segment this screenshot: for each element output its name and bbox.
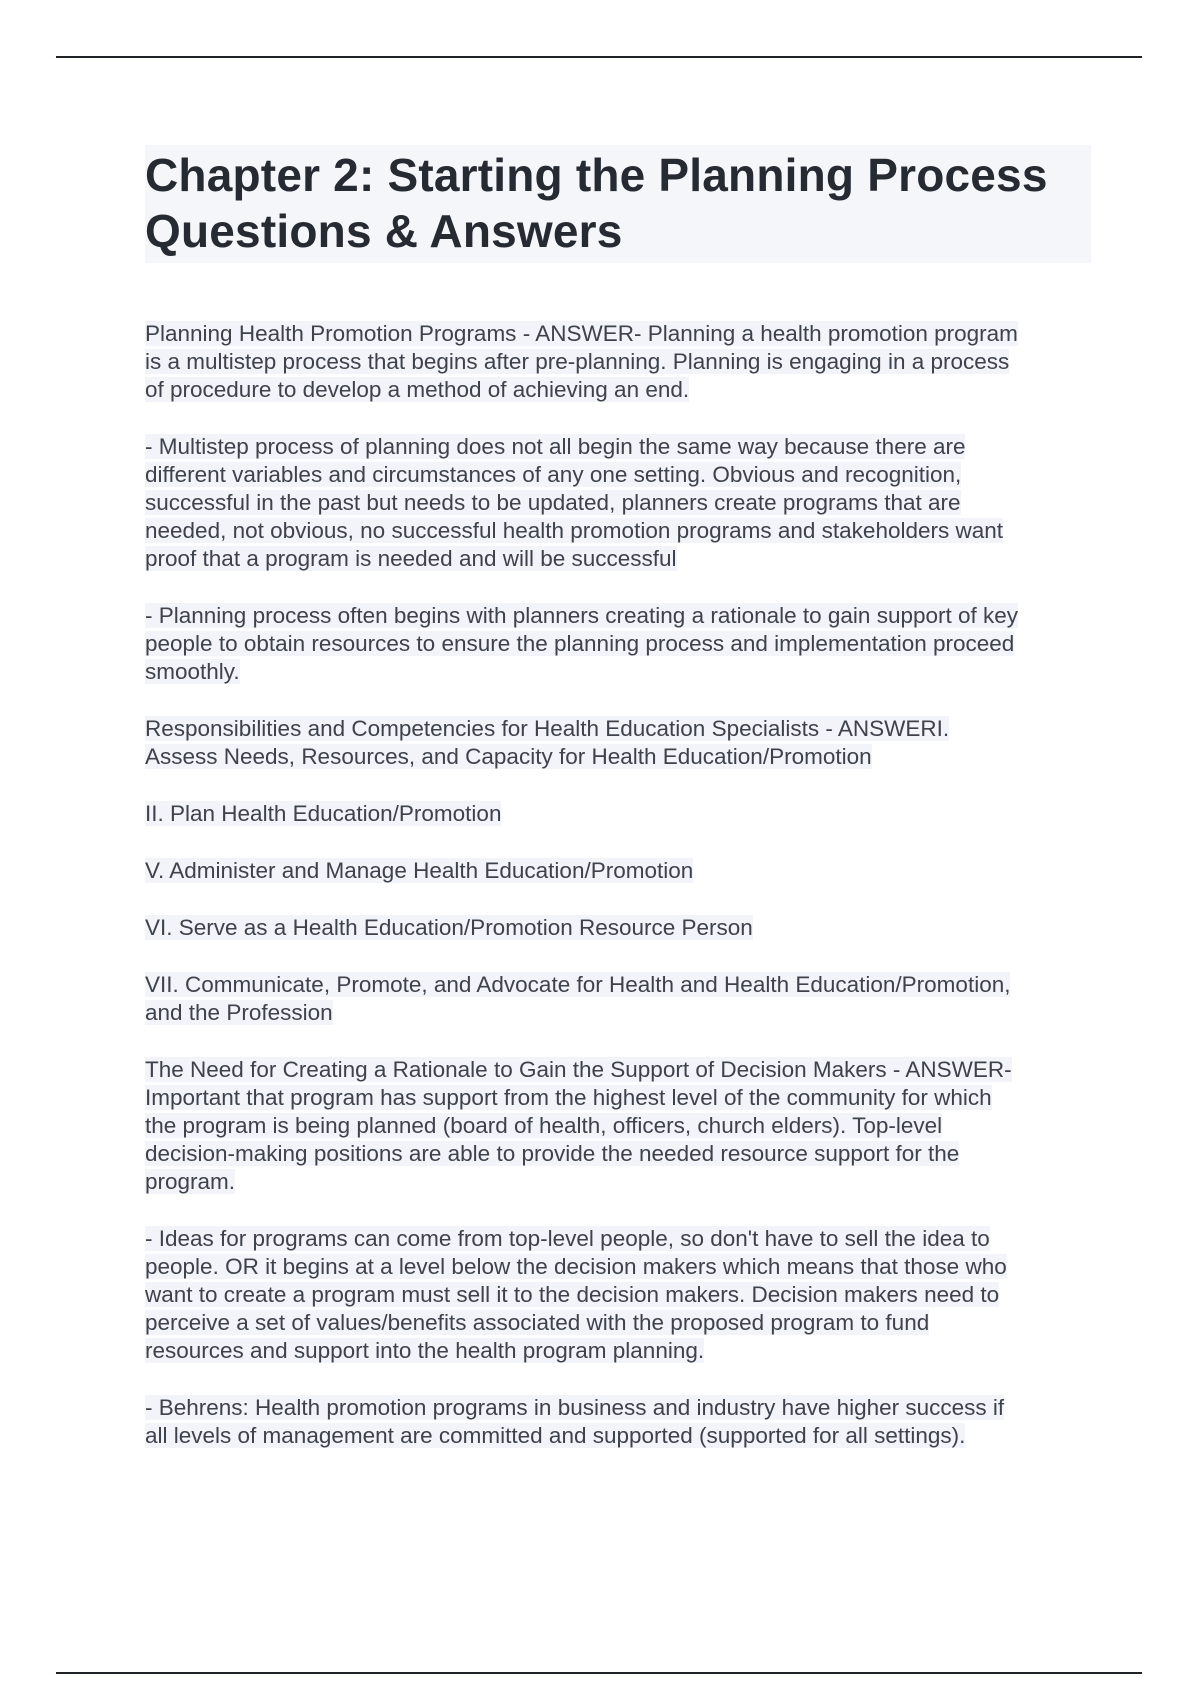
- paragraph-need-for-rationale: [145, 1056, 1091, 1196]
- page-title-line-1: Chapter 2: Starting the Planning Process: [145, 149, 1048, 201]
- paragraph-resource-person: [145, 914, 1091, 942]
- bottom-rule: [56, 1672, 1142, 1674]
- paragraph-text: II. Plan Health Education/Promotion: [145, 801, 502, 826]
- paragraph-text: VI. Serve as a Health Education/Promotion Resource Person: [145, 915, 753, 940]
- page-title: [145, 145, 1091, 263]
- paragraph-communicate-promote: [145, 971, 1091, 1027]
- paragraph-planning-rationale: [145, 602, 1091, 686]
- paragraph-planning-health-promotion: [145, 320, 1091, 404]
- paragraph-text: Planning Health Promotion Programs - ANSWER- Planning a health promotion program is a multistep process that begins after pre-planning. Planning is engaging in a process of procedure to develop a method of achieving an end.: [145, 321, 1018, 402]
- paragraph-ideas-for-programs: [145, 1225, 1091, 1365]
- paragraph-multistep-process: [145, 433, 1091, 573]
- document-body: [145, 145, 1091, 1479]
- paragraph-text: - Behrens: Health promotion programs in business and industry have higher success if all levels of management are committed and supported (supported for all settings).: [145, 1395, 1005, 1448]
- paragraph-text: Responsibilities and Competencies for Health Education Specialists - ANSWERI. Assess Needs, Resources, and Capacity for Health Education/Promotion: [145, 716, 950, 769]
- paragraph-text: - Multistep process of planning does not all begin the same way because there are different variables and circumstances of any one setting. Obvious and recognition, successful in the past but needs to be updated, planners create programs that are needed, not obvious, no successful health promotion programs and stakeholders want proof that a program is needed and will be successful: [145, 434, 1004, 571]
- paragraph-plan-health-education: [145, 800, 1091, 828]
- paragraph-text: The Need for Creating a Rationale to Gain the Support of Decision Makers - ANSWER- Important that program has support from the highest level of the community for which the program is being planned (board of health, officers, church elders). Top-level decision-making positions are able to provide the needed resource support for the program.: [145, 1057, 1012, 1194]
- paragraph-text: - Ideas for programs can come from top-level people, so don't have to sell the idea to people. OR it begins at a level below the decision makers which means that those who want to create a program must sell it to the decision makers. Decision makers need to perceive a set of values/benefits associated with the proposed program to fund resources and support into the health program planning.: [145, 1226, 1007, 1363]
- paragraph-responsibilities: [145, 715, 1091, 771]
- paragraph-administer-manage: [145, 857, 1091, 885]
- paragraph-text: - Planning process often begins with planners creating a rationale to gain support of key people to obtain resources to ensure the planning process and implementation proceed smoothly.: [145, 603, 1019, 684]
- paragraph-text: V. Administer and Manage Health Education/Promotion: [145, 858, 694, 883]
- paragraph-behrens: [145, 1394, 1091, 1450]
- paragraph-text: VII. Communicate, Promote, and Advocate for Health and Health Education/Promotion, and the Profession: [145, 972, 1011, 1025]
- page-title-line-2: Questions & Answers: [145, 205, 623, 257]
- top-rule: [56, 56, 1142, 58]
